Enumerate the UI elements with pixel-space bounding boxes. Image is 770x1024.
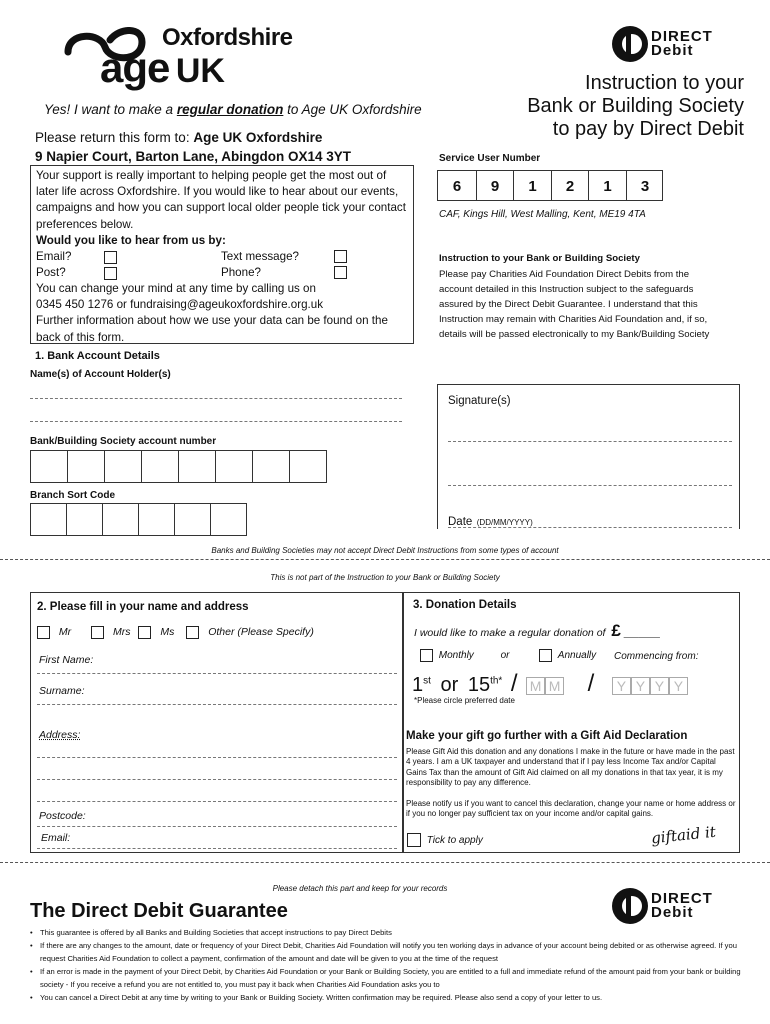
direct-debit-icon <box>612 888 648 924</box>
text-message-checkbox[interactable] <box>334 250 347 263</box>
sun-digit: 9 <box>476 171 513 201</box>
sun-digit: 6 <box>452 177 462 195</box>
surname-field[interactable] <box>37 704 397 705</box>
digit-cell[interactable] <box>215 450 253 483</box>
list-item: • If an error is made in the payment of your Direct Debit, by Charities Aid Foundation or your Bank or Building Society, you are entitled to a full and immediate refund of the amount paid from your bank or building society - If you receive a refund you are not entitled to, you must pay it back when Charities Aid Foundation asks you to <box>30 965 745 991</box>
postcode-field[interactable] <box>37 826 397 827</box>
digit-cell[interactable] <box>66 503 103 536</box>
digit-cell[interactable] <box>174 503 211 536</box>
address-field[interactable] <box>37 779 397 780</box>
postcode-label: Postcode: <box>39 810 86 822</box>
first-name-field[interactable] <box>37 673 397 674</box>
address-field[interactable] <box>37 801 397 802</box>
account-holder-line[interactable] <box>30 398 402 399</box>
bank-note: Banks and Building Societies may not accept Direct Debit Instructions from some types of account <box>211 546 559 555</box>
digit-cell[interactable] <box>102 503 139 536</box>
digit-cell[interactable] <box>67 450 105 483</box>
date-line[interactable] <box>448 527 732 528</box>
tagline: Yes! I want to make a regular donation to Age UK Oxfordshire <box>44 102 422 117</box>
org-name-age: age <box>100 44 170 91</box>
direct-debit-logo-bottom: DIRECT Debit <box>612 888 713 924</box>
donation-amount-field[interactable]: _____ <box>623 624 660 639</box>
ms-checkbox[interactable] <box>138 626 151 639</box>
signature-line[interactable] <box>448 485 732 486</box>
bank-section-title: 1. Bank Account Details <box>35 350 160 362</box>
sun-digit: 1 <box>513 171 551 201</box>
fifteenth-option[interactable]: $15^{th*}$ <box>467 674 503 696</box>
sun-digit: 3 <box>626 171 663 201</box>
first-name-label: First Name: <box>39 654 94 666</box>
address-field[interactable] <box>37 757 397 758</box>
guarantee-list <box>30 926 745 1004</box>
month-input[interactable]: M M <box>526 674 570 696</box>
first-option[interactable]: 1st <box>412 674 431 696</box>
org-name-line1: Oxfordshire <box>162 24 293 51</box>
date-hint: (DD/MM/YYYY) <box>476 518 533 527</box>
guarantee-title: The Direct Debit Guarantee <box>30 900 288 922</box>
mrs-checkbox[interactable] <box>91 626 104 639</box>
instruction-body: Please pay Charities Aid Foundation Direct Debits from the account detailed in this Instruction subject to the safeguards assured by the Direct Debit Guarantee. I understand that this Instruction may remain with Charities Aid Foundation and, if so, details will be passed electronically to my Bank/Building Society <box>439 269 710 340</box>
regular-donation-label: I would like to make a regular donation of <box>414 627 606 639</box>
account-number-label: Bank/Building Society account number <box>30 436 217 447</box>
age-uk-logo <box>60 22 320 92</box>
return-address: Please return this form to: Age UK Oxfordshire 9 Napier Court, Barton Lane, Abingdon OX14 3YT <box>35 130 352 164</box>
digit-cell[interactable] <box>30 450 68 483</box>
annually-checkbox[interactable] <box>539 649 552 662</box>
gift-aid-logo: giftaid it <box>650 822 717 848</box>
gift-aid-checkbox[interactable] <box>407 833 421 847</box>
sort-code-input[interactable] <box>30 503 246 536</box>
account-holder-line[interactable] <box>30 421 402 422</box>
email-checkbox[interactable] <box>104 251 117 264</box>
gift-aid-title: Make your gift go further with a Gift Aid Declaration <box>406 730 688 742</box>
direct-debit-logo-top: DIRECT Debit <box>612 26 713 62</box>
currency-symbol: £ <box>611 621 621 640</box>
digit-cell[interactable] <box>252 450 290 483</box>
address-label: Address: <box>39 729 81 741</box>
digit-cell[interactable] <box>104 450 142 483</box>
donation-box: 3. Donation Details I would like to make a regular donation of £ _____ Monthly or Annually Commencing from: 1st or $15^{th*}$ / M M / Y Y Y Y *Please circle preferred date Make your gift go further with a Gift Aid Declaration Please Gift Aid this donation and any donations I make in the future or have made in the past 4 years. I am a UK taxpayer and understand that if I pay less Income Tax and/or Capital Gains Tax than the amount of Gift Aid claimed on all my donations in that tax year, it is my responsibility to pay any difference. Please notify us if you want to cancel this declaration, change your name or home address or if you no longer pay sufficient tax on your income and/or capital gains. Tick to apply giftaid it <box>403 592 740 853</box>
digit-cell[interactable] <box>141 450 179 483</box>
signature-box <box>437 384 740 529</box>
instruction-title: Instruction to your Bank or Building Society <box>439 253 640 264</box>
circle-note: *Please circle preferred date <box>414 696 515 705</box>
digit-cell[interactable] <box>178 450 216 483</box>
monthly-checkbox[interactable] <box>420 649 433 662</box>
email-label: Email: <box>41 832 71 844</box>
surname-label: Surname: <box>39 685 85 697</box>
name-section-title: 2. Please fill in your name and address <box>37 601 249 613</box>
not-part-note: This is not part of the Instruction to your Bank or Building Society <box>270 573 500 582</box>
account-number-input[interactable] <box>30 450 329 483</box>
list-item: • This guarantee is offered by all Banks and Building Societies that accept instructions to pay Direct Debits <box>30 926 745 939</box>
mr-checkbox[interactable] <box>37 626 50 639</box>
list-item: • You can cancel a Direct Debit at any time by writing to your Bank or Building Society. Written confirmation may be required. Please also send a copy of your letter to us. <box>30 991 745 1004</box>
commencing-label: Commencing from: <box>614 651 699 662</box>
email-field[interactable] <box>37 848 397 849</box>
list-item: • If there are any changes to the amount, date or frequency of your Direct Debit, Charities Aid Foundation will notify you ten working days in advance of your account being debited or as otherwise agreed. If you request Charities Aid Foundation to collect a payment, confirmation of the amount and date will be given to you at the time of the request <box>30 939 745 965</box>
digit-cell[interactable] <box>210 503 247 536</box>
direct-debit-icon <box>612 26 648 62</box>
digit-cell[interactable] <box>289 450 327 483</box>
contact-preferences-box: Your support is really important to helping people get the most out of later life across Oxfordshire. If you would like to hear about our events, campaigns and how you can support local older people tick your contact preferences below. Would you like to hear from us by: Email? Text message? Post? Phone? You can change your mind at any time by calling us on 0345 450 1276 or fundraising@ageukoxfordshire.org.uk Further information about how we use your data can be found on the back of this form. <box>30 165 414 344</box>
year-input[interactable]: Y Y Y Y <box>612 674 688 696</box>
sort-code-label: Branch Sort Code <box>30 490 116 501</box>
service-user-label: Service User Number <box>439 153 541 164</box>
org-name-uk: UK <box>175 52 225 90</box>
cut-line <box>0 559 770 560</box>
digit-cell[interactable] <box>138 503 175 536</box>
cut-line <box>0 862 770 863</box>
digit-cell[interactable] <box>30 503 67 536</box>
gift-aid-para1: Please Gift Aid this donation and any donations I make in the future or have made in the past 4 years. I am a UK taxpayer and understand that if I pay less Income Tax and/or Capital Gains Tax than the amount of Gift Aid claimed on all my donations in that tax year, it is my responsibility to pay any difference. <box>406 747 735 788</box>
account-holders-label: Name(s) of Account Holder(s) <box>30 369 171 380</box>
sun-digit: 1 <box>588 171 626 201</box>
phone-checkbox[interactable] <box>334 266 347 279</box>
service-user-number <box>437 170 663 201</box>
donation-title: 3. Donation Details <box>413 599 517 611</box>
sun-digit: 2 <box>551 171 588 201</box>
date-label: Date <box>448 516 473 528</box>
gift-aid-para2: Please notify us if you want to cancel this declaration, change your name or home address or if you no longer pay sufficient tax on your income and/or capital gains. <box>406 799 736 819</box>
caf-address: CAF, Kings Hill, West Malling, Kent, ME19 4TA <box>439 209 646 220</box>
page-title: Instruction to your Bank or Building Society to pay by Direct Debit <box>527 72 744 140</box>
name-address-box: 2. Please fill in your name and address Mr Mrs Ms Other (Please Specify) First Name: Surname: Address: Postcode: Email: <box>30 592 403 853</box>
signature-label: Signature(s) <box>448 395 511 407</box>
detach-note: Please detach this part and keep for your records <box>272 884 448 893</box>
post-checkbox[interactable] <box>104 267 117 280</box>
other-title-checkbox[interactable] <box>186 626 199 639</box>
signature-line[interactable] <box>448 441 732 442</box>
